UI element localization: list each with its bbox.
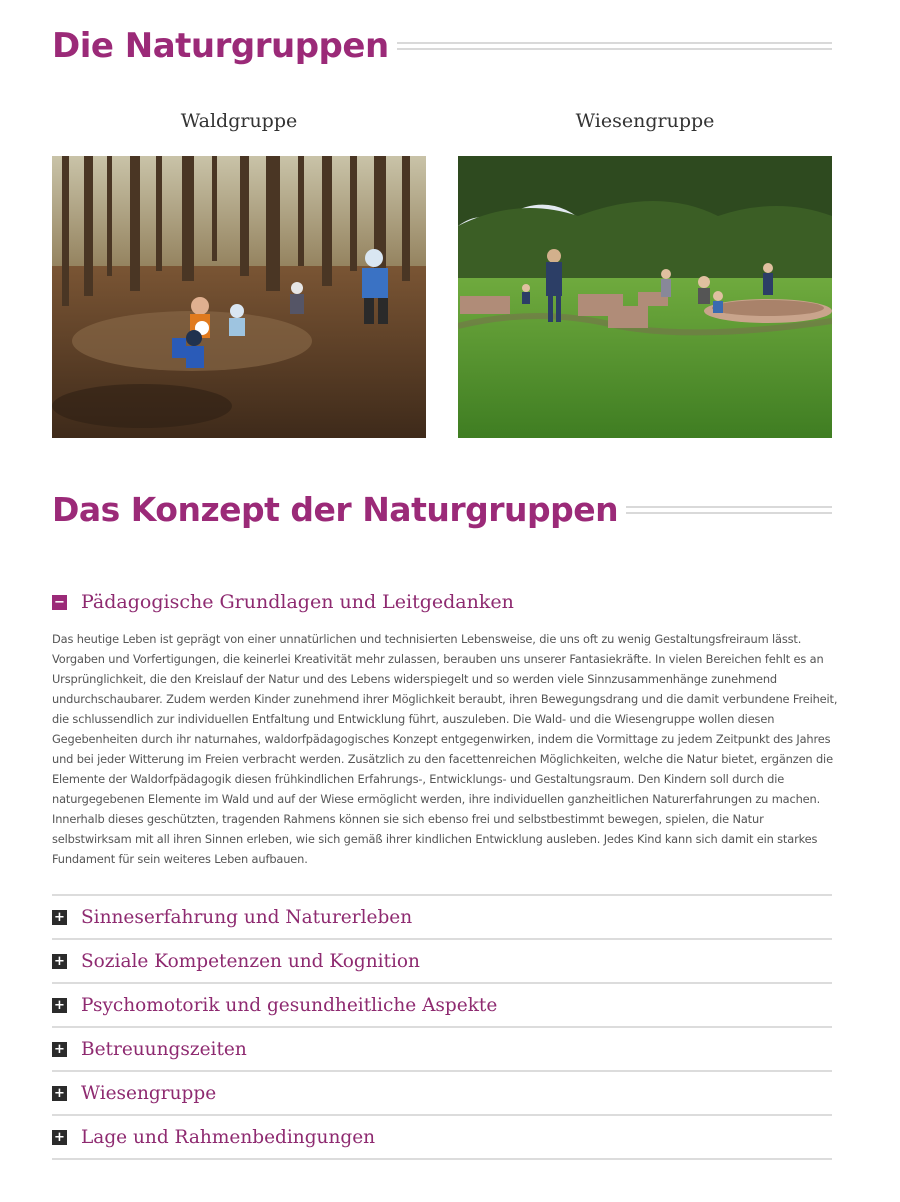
konzept-heading-row [52,490,832,529]
plus-icon[interactable]: + [52,1086,67,1101]
accordion-title[interactable]: Pädagogische Grundlagen und Leitgedanken [81,591,514,613]
heading-divider [626,506,832,514]
accordion-title[interactable]: Psychomotorik und gesundheitliche Aspekte [81,994,498,1016]
accordion-item-lage[interactable] [52,1116,832,1160]
accordion-item-sinneserfahrung[interactable] [52,896,832,940]
accordion-item-soziale-kompetenzen[interactable] [52,940,832,984]
heading-divider [397,42,832,50]
plus-icon[interactable]: + [52,910,67,925]
accordion-title[interactable]: Soziale Kompetenzen und Kognition [81,950,420,972]
plus-icon[interactable]: + [52,1042,67,1057]
accordion-title[interactable]: Wiesengruppe [81,1082,217,1104]
accordion-title[interactable]: Betreuungszeiten [81,1038,247,1060]
plus-icon[interactable]: + [52,998,67,1013]
group-label-wiesengruppe: Wiesengruppe [575,110,715,132]
accordion-item-psychomotorik[interactable] [52,984,832,1028]
accordion-item-betreuungszeiten[interactable] [52,1028,832,1072]
plus-icon[interactable]: + [52,954,67,969]
accordion-list [52,894,832,1160]
accordion-item-paedagogische-grundlagen[interactable] [52,589,832,615]
accordion-title[interactable]: Lage und Rahmenbedingungen [81,1126,376,1148]
group-label-waldgruppe: Waldgruppe [180,110,298,132]
naturgruppen-heading-row [52,26,832,66]
accordion-title[interactable]: Sinneserfahrung und Naturerleben [81,906,413,928]
waldgruppe-photo [52,156,426,438]
minus-icon[interactable]: − [52,595,67,610]
page-title: Die Naturgruppen [52,26,389,66]
accordion-item-wiesengruppe[interactable] [52,1072,832,1116]
section-title-konzept: Das Konzept der Naturgruppen [52,490,619,529]
plus-icon[interactable]: + [52,1130,67,1145]
accordion-body-text: Das heutige Leben ist geprägt von einer unnatürlichen und technisierten Lebensweise, die uns oft zu wenig Gestaltungsfreiraum lässt. Vorgaben und Vorfertigungen, die keinerlei Kreativität mehr zulassen, berauben uns unserer Fantasiekräfte. In vielen Bereichen fehlt es an Ursprünglichkeit, die den Kreislauf der Natur und des Lebens widerspiegelt und so werden viele Sinnzusammenhänge zunehmend undurchschaubarer. Zudem werden Kinder zunehmend ihrer Möglichkeit beraubt, ihren Bewegungsdrang und die damit verbundene Freiheit, die schlussendlich zur individuellen Entfaltung und Entwicklung führt, auszuleben. Die Wald- und die Wiesengruppe wollen diesen Gegebenheiten durch ihr naturnahes, waldorfpädagogisches Konzept entgegenwirken, indem die Vormittage zu jedem Zeitpunkt des Jahres und bei jeder Witterung im Freien verbracht werden. Zusätzlich zu den facettenreichen Möglichkeiten, welche die Natur bietet, ergänzen die Elemente der Waldorfpädagogik diesen frühkindlichen Erfahrungs-, Entwicklungs- und Gestaltungsraum. Den Kindern soll durch die naturgegebenen Elemente im Wald und auf der Wiese ermöglicht werden, ihre individuellen ganzheitlichen Naturerfahrungen zu machen. Innerhalb dieses geschützten, tragenden Rahmens können sie sich ebenso frei und selbstbestimmt bewegen, spielen, die Natur selbstwirksam mit all ihren Sinnen erleben, wie sich gemäß ihrer kindlichen Entwicklung ausleben. Jedes Kind kann sich damit ein starkes Fundament für sein weiteres Leben aufbauen. [52,632,838,866]
wiesengruppe-photo [458,156,832,438]
